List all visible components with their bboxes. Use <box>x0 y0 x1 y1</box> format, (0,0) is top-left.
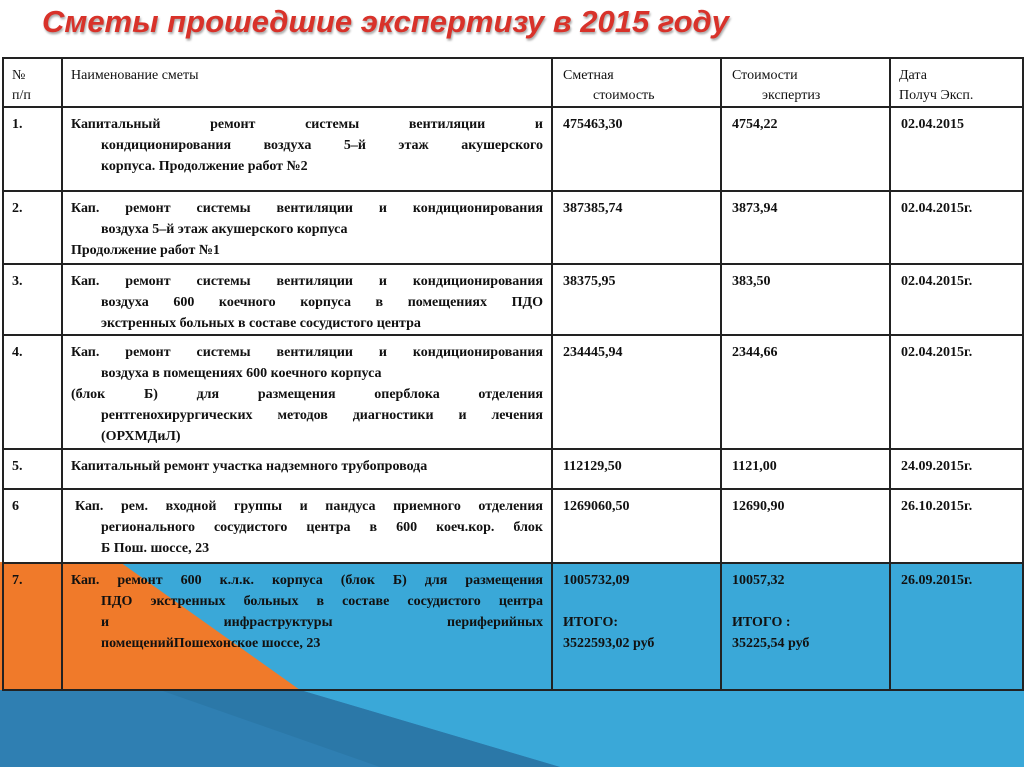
header-num-line: № <box>12 68 26 83</box>
header-cost <box>553 60 720 106</box>
row-5-name <box>63 450 551 481</box>
row-2-name-line: Кап. ремонт системы вентиляции и кондиционирования <box>71 201 543 216</box>
row-7-date: 26.09.2015г. <box>901 573 973 588</box>
row-4-name-line: рентгенохирургических методов диагностики и лечения <box>101 408 543 423</box>
header-date <box>891 60 1022 106</box>
row-5-cost: 112129,50 <box>563 459 622 474</box>
row-4-num: 4. <box>12 345 23 360</box>
row-1-name <box>63 108 551 181</box>
total-cost-value: 3522593,02 руб <box>563 636 655 651</box>
row-5-date: 24.09.2015г. <box>901 459 973 474</box>
row-6-num: 6 <box>12 499 19 514</box>
header-date-line: Дата <box>899 68 927 83</box>
row-2-name-line: Продолжение работ №1 <box>71 243 220 258</box>
row-1-name-line: корпуса. Продолжение работ №2 <box>101 159 308 174</box>
row-4-cost: 234445,94 <box>563 345 623 360</box>
grid-line <box>2 689 1024 691</box>
row-7-cost-value: 1005732,09 <box>563 573 630 588</box>
row-3-cost: 38375,95 <box>563 274 616 289</box>
row-2-date: 02.04.2015г. <box>901 201 973 216</box>
row-1-expert: 4754,22 <box>732 117 778 132</box>
row-1-name-line: кондиционирования воздуха 5–й этаж акушерского <box>101 138 543 153</box>
header-cost-line: Сметная <box>563 68 614 83</box>
row-3-name-line: Кап. ремонт системы вентиляции и кондиционирования <box>71 274 543 289</box>
header-expert-line: Стоимости <box>732 68 798 83</box>
row-7-name-line: Кап. ремонт 600 к.л.к. корпуса (блок Б) для размещения <box>71 573 543 588</box>
row-7-cost <box>553 564 720 658</box>
row-5-name-line: Капитальный ремонт участка надземного трубопровода <box>71 459 428 474</box>
row-1-num: 1. <box>12 117 23 132</box>
row-3-date: 02.04.2015г. <box>901 274 973 289</box>
row-3-name-line: экстренных больных в составе сосудистого центра <box>101 316 421 331</box>
header-expert-line: экспертиз <box>762 88 821 103</box>
row-6-cost: 1269060,50 <box>563 499 630 514</box>
row-2-num: 2. <box>12 201 23 216</box>
row-7-num: 7. <box>12 573 23 588</box>
header-num <box>4 60 61 106</box>
row-1-cost: 475463,30 <box>563 117 623 132</box>
row-4-name-line: (ОРХМДиЛ) <box>101 429 181 444</box>
row-4-date: 02.04.2015г. <box>901 345 973 360</box>
row-7-name-line: помещенийПошехонское шоссе, 23 <box>101 636 321 651</box>
row-3-name-line: воздуха 600 коечного корпуса в помещениях ПДО <box>101 295 543 310</box>
row-4-name <box>63 336 551 451</box>
header-expert <box>722 60 889 106</box>
header-num-line: п/п <box>12 88 31 103</box>
row-7-expert <box>722 564 889 658</box>
row-6-expert: 12690,90 <box>732 499 785 514</box>
row-2-name <box>63 192 551 265</box>
row-5-expert: 1121,00 <box>732 459 777 474</box>
row-4-expert: 2344,66 <box>732 345 778 360</box>
row-2-cost: 387385,74 <box>563 201 623 216</box>
header-cost-line: стоимость <box>593 88 655 103</box>
row-1-date: 02.04.2015 <box>901 117 964 132</box>
row-5-num: 5. <box>12 459 23 474</box>
row-6-name-line: Кап. рем. входной группы и пандуса приемного отделения <box>75 499 543 514</box>
row-4-name-line: (блок Б) для размещения оперблока отделения <box>71 387 543 402</box>
row-4-name-line: Кап. ремонт системы вентиляции и кондиционирования <box>71 345 543 360</box>
row-1-name-line: Капитальный ремонт системы вентиляции и <box>71 117 543 132</box>
header-date-line: Получ Эксп. <box>899 88 974 103</box>
row-6-name-line: Б Пош. шоссе, 23 <box>101 541 210 556</box>
row-2-expert: 3873,94 <box>732 201 778 216</box>
row-7-name <box>63 564 551 658</box>
row-3-num: 3. <box>12 274 23 289</box>
page-title: Сметы прошедшие экспертизу в 2015 году <box>42 4 729 39</box>
row-2-name-line: воздуха 5–й этаж акушерского корпуса <box>101 222 348 237</box>
header-name: Наименование сметы <box>71 68 199 83</box>
total-expert-label: ИТОГО : <box>732 615 791 630</box>
row-7-name-line: ПДО экстренных больных в составе сосудистого центра <box>101 594 543 609</box>
total-cost-label: ИТОГО: <box>563 615 619 630</box>
row-6-name <box>63 490 551 563</box>
row-4-name-line: воздуха в помещениях 600 коечного корпуса <box>101 366 382 381</box>
row-7-expert-value: 10057,32 <box>732 573 785 588</box>
row-6-date: 26.10.2015г. <box>901 499 973 514</box>
grid-line <box>889 57 891 691</box>
row-3-expert: 383,50 <box>732 274 771 289</box>
grid-line <box>2 57 4 691</box>
grid-line <box>2 57 1024 59</box>
row-7-name-line: и инфраструктуры периферийных <box>101 615 543 630</box>
row-3-name <box>63 265 551 338</box>
total-expert-value: 35225,54 руб <box>732 636 810 651</box>
row-6-name-line: регионального сосудистого центра в 600 коеч.кор. блок <box>101 520 543 535</box>
